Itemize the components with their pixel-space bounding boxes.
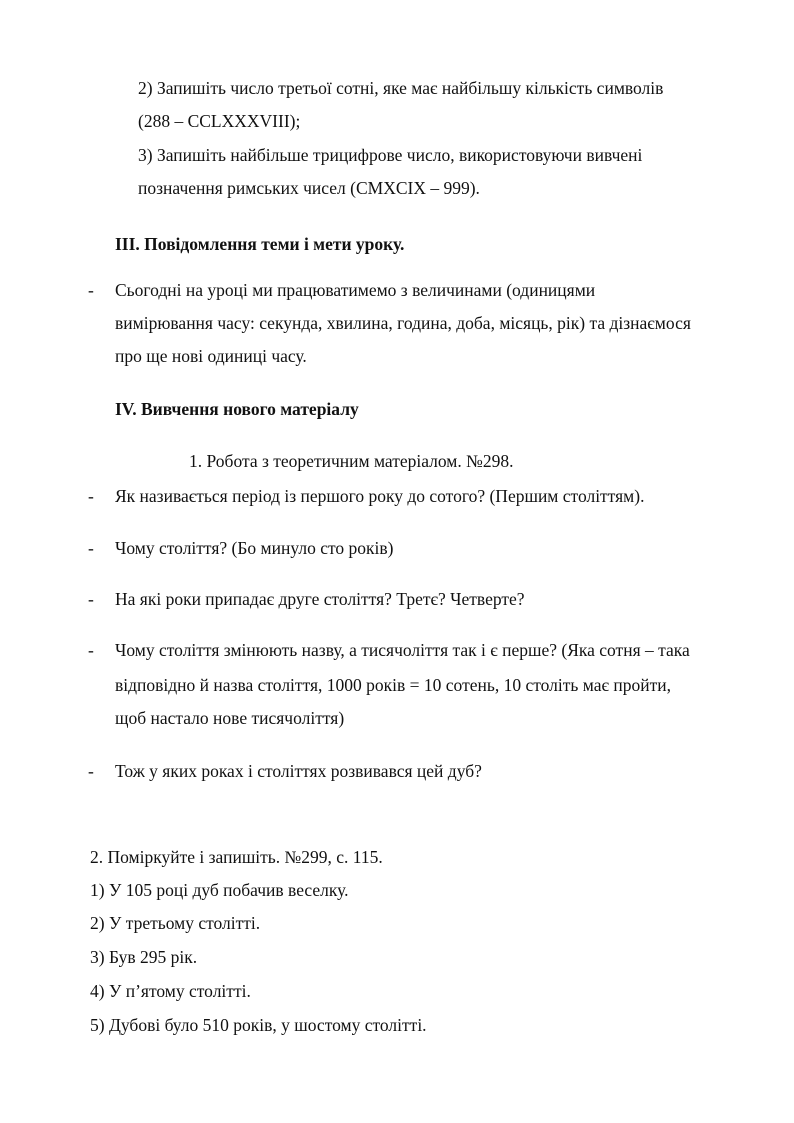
bullet-5-dash: - xyxy=(88,761,94,781)
list-item-2-line-2: (288 – CCLXXXVIII); xyxy=(138,111,301,131)
section-3-line-2: вимірювання часу: секунда, хвилина, година, доба, місяць, рік) та дізнаємося xyxy=(115,313,691,333)
answer-3: 3) Був 295 рік. xyxy=(90,947,198,967)
bullet-4-line-3: щоб настало нове тисячоліття) xyxy=(115,708,345,728)
bullet-4-dash: - xyxy=(88,640,94,660)
answer-2: 2) У третьому столітті. xyxy=(90,913,261,933)
list-item-3-line-1: 3) Запишіть найбільше трицифрове число, використовуючи вивчені xyxy=(138,145,643,165)
numbered-item-1: 1. Робота з теоретичним матеріалом. №298. xyxy=(189,451,514,471)
bullet-2-dash: - xyxy=(88,538,94,558)
bullet-1-line-1: Як називається період із першого року до сотого? (Першим століттям). xyxy=(115,486,645,506)
bullet-5-line-1: Тож у яких роках і століттях розвивався цей дуб? xyxy=(115,761,482,781)
bullet-3-dash: - xyxy=(88,589,94,609)
answer-4: 4) У п’ятому столітті. xyxy=(90,981,251,1001)
section-4-heading: IV. Вивчення нового матеріалу xyxy=(115,399,359,419)
answer-5: 5) Дубові було 510 років, у шостому столітті. xyxy=(90,1015,427,1035)
bullet-2-line-1: Чому століття? (Бо минуло сто років) xyxy=(115,538,394,558)
list-item-3-line-2: позначення римських чисел (CMXCIX – 999). xyxy=(138,178,480,198)
task-2-heading: 2. Поміркуйте і запишіть. №299, с. 115. xyxy=(90,847,383,867)
section-3-line-1: Сьогодні на уроці ми працюватимемо з величинами (одиницями xyxy=(115,280,596,300)
section-3-line-3: про ще нові одиниці часу. xyxy=(115,346,307,366)
bullet-1-dash: - xyxy=(88,486,94,506)
answer-1: 1) У 105 році дуб побачив веселку. xyxy=(90,880,349,900)
section-3-dash: - xyxy=(88,280,94,300)
list-item-2-line-1: 2) Запишіть число третьої сотні, яке має найбільшу кількість символів xyxy=(138,78,664,98)
section-3-heading: III. Повідомлення теми і мети уроку. xyxy=(115,234,405,254)
bullet-3-line-1: На які роки припадає друге століття? Третє? Четверте? xyxy=(115,589,525,609)
bullet-4-line-2: відповідно й назва століття, 1000 років = 10 сотень, 10 століть має пройти, xyxy=(115,675,671,695)
bullet-4-line-1: Чому століття змінюють назву, а тисячоліття так і є перше? (Яка сотня – така xyxy=(115,640,690,660)
